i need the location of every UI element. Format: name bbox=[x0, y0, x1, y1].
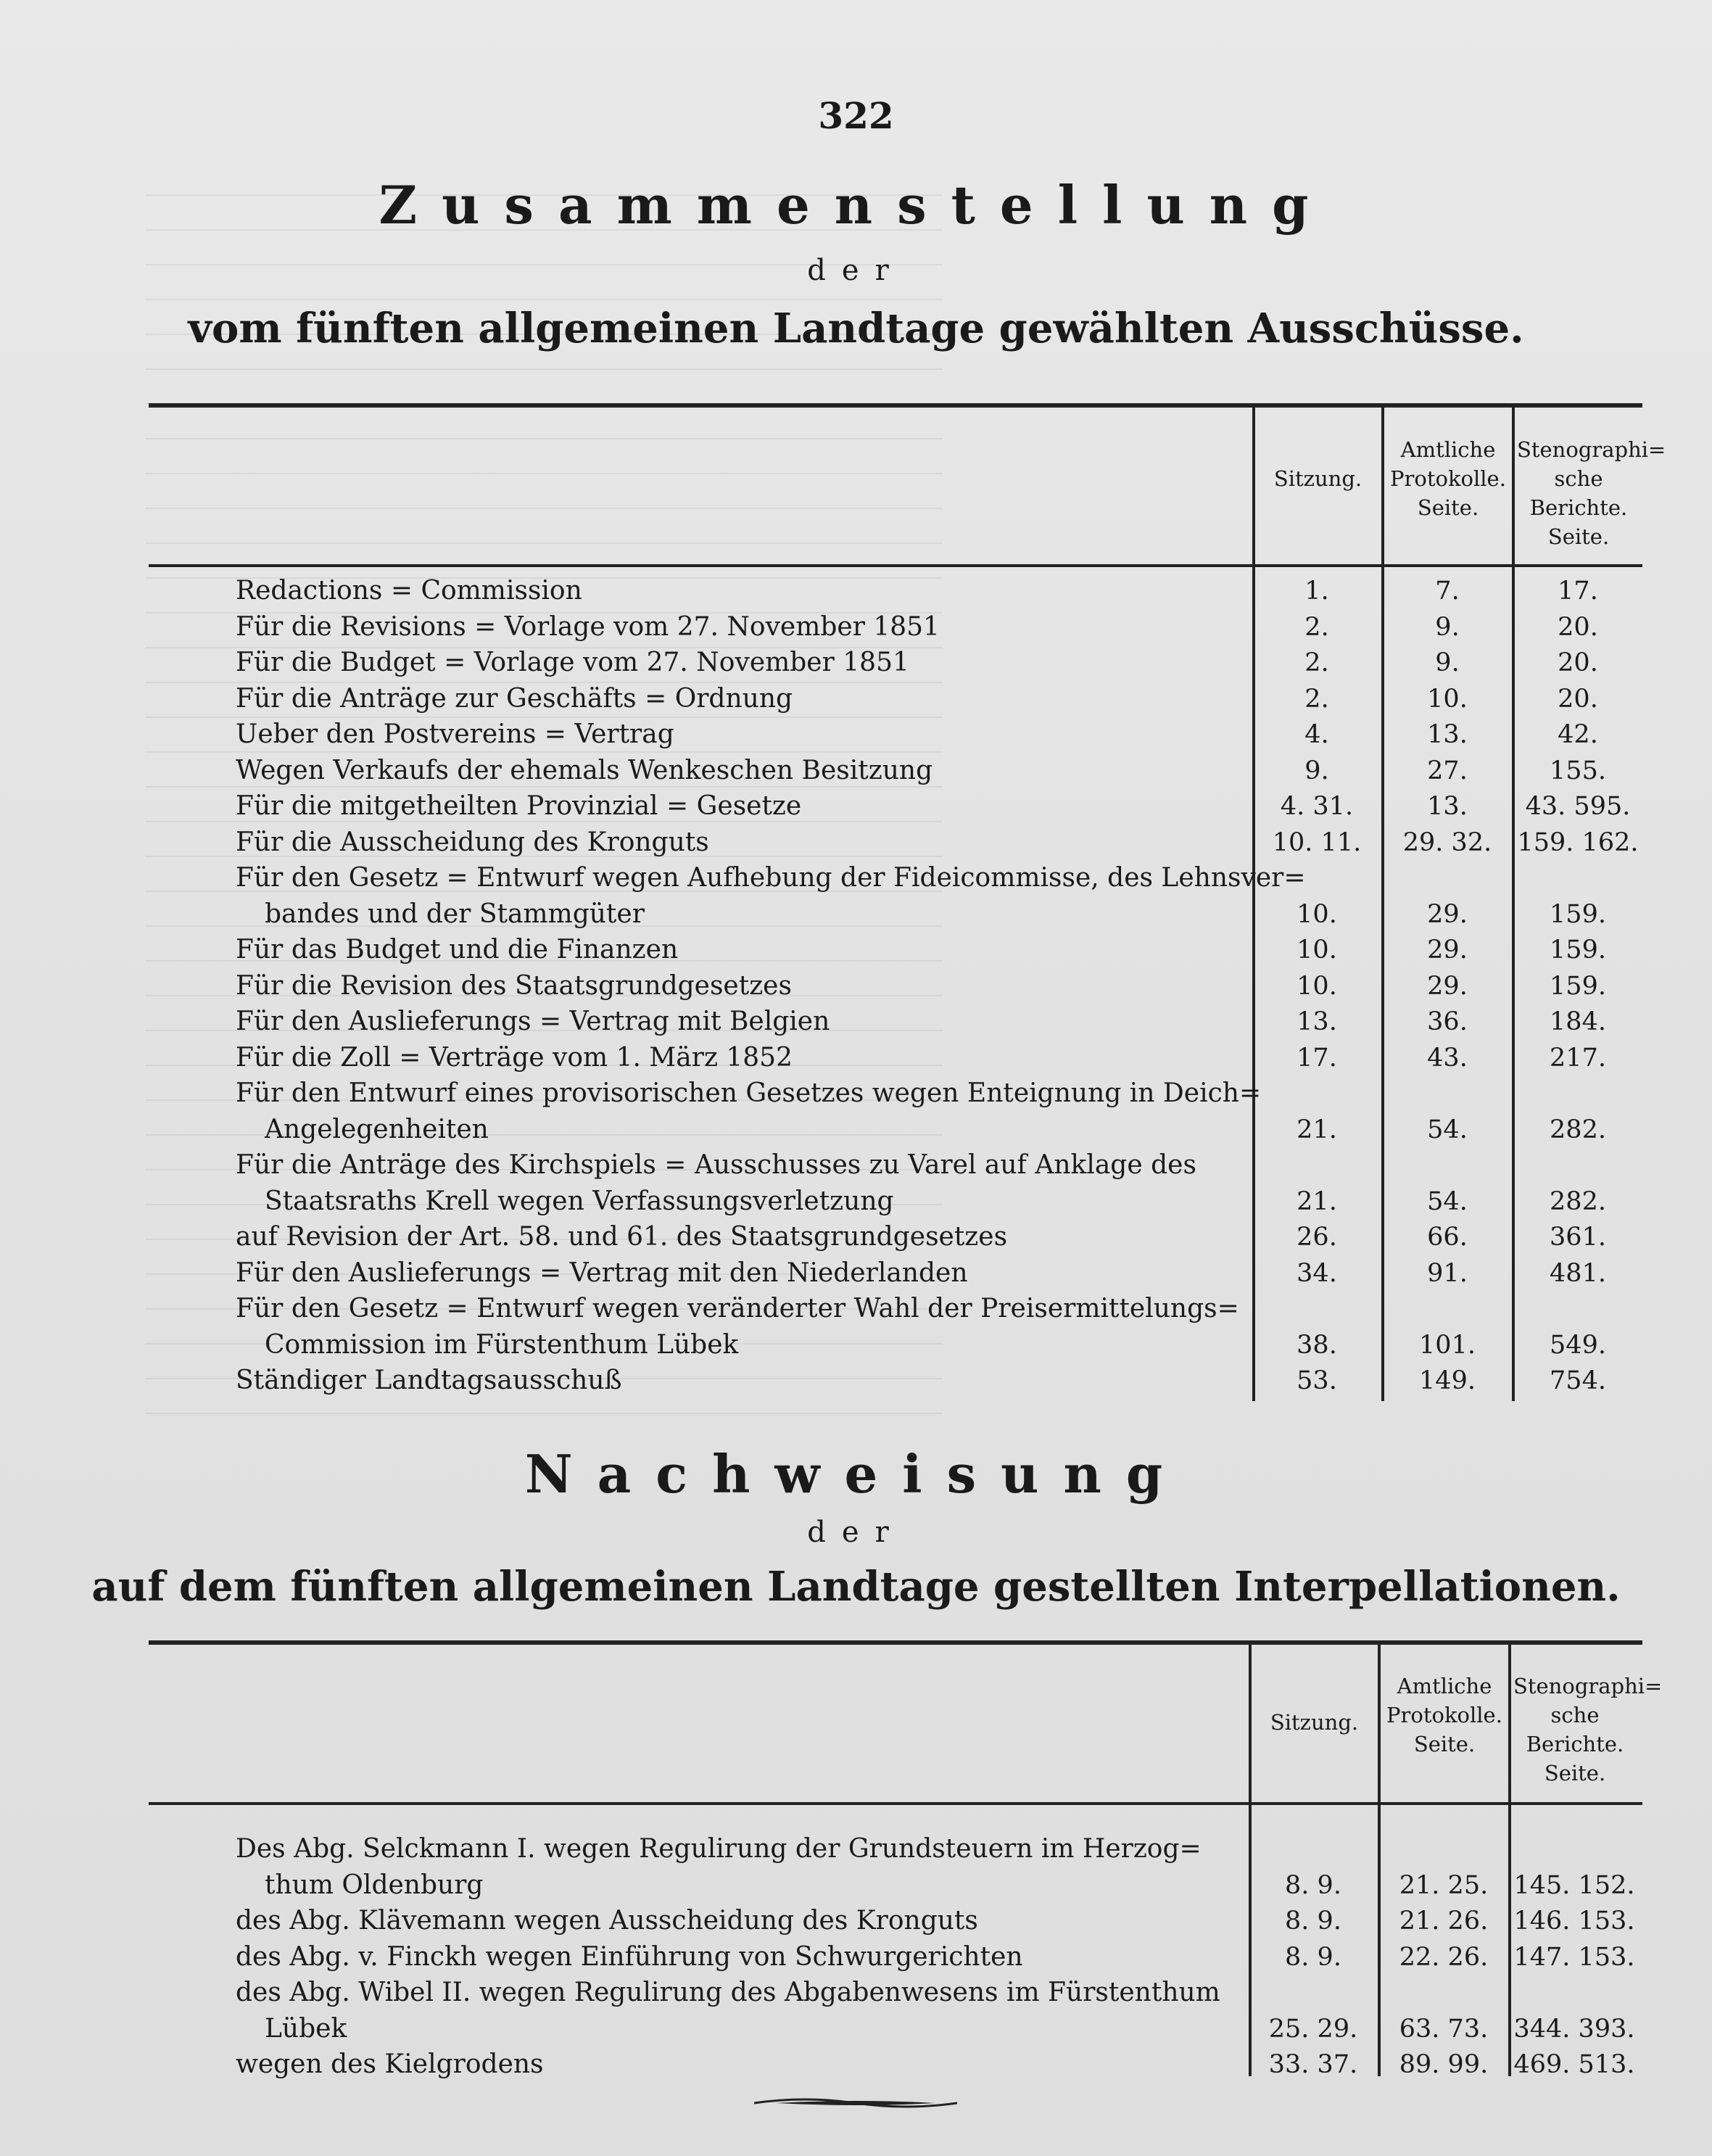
row-label: Für die Revisions = Vorlage vom 27. November 1851 bbox=[236, 611, 940, 642]
table-row bbox=[0, 788, 1712, 825]
cell-protokolle: 10. bbox=[1427, 684, 1468, 714]
row-label: Ueber den Postvereins = Vertrag bbox=[236, 719, 674, 749]
cell-sitzung: 38. bbox=[1297, 1330, 1337, 1360]
cell-berichte: 155. bbox=[1550, 756, 1606, 785]
row-label: des Abg. v. Finckh wegen Einführung von Schwurgerichten bbox=[236, 1941, 1023, 1972]
section1-header-sitzung: Sitzung. bbox=[1273, 466, 1362, 491]
cell-berichte: 217. bbox=[1550, 1043, 1606, 1073]
header-line: sche Berichte. bbox=[1526, 1703, 1624, 1756]
row-label: Für den Gesetz = Entwurf wegen Aufhebung der Fideicommisse, des Lehnsver= bbox=[236, 863, 1306, 893]
row-label: des Abg. Wibel II. wegen Regulirung des Abgabenwesens im Fürstenthum bbox=[236, 1978, 1220, 2007]
table-row bbox=[0, 2011, 1712, 2047]
table-row bbox=[0, 1831, 1712, 1867]
cell-sitzung: 9. bbox=[1304, 756, 1329, 785]
table-row bbox=[0, 609, 1712, 645]
cell-sitzung: 8. 9. bbox=[1285, 1870, 1341, 1900]
table-row bbox=[0, 932, 1712, 968]
section1-top-rule bbox=[149, 403, 1642, 408]
section1-subtitle: vom fünften allgemeinen Landtage gewählten Ausschüsse. bbox=[188, 305, 1524, 352]
table-row bbox=[0, 1939, 1712, 1975]
section2-header-sitzung: Sitzung. bbox=[1270, 1710, 1359, 1735]
cell-sitzung: 10. 11. bbox=[1272, 827, 1362, 857]
row-label: thum Oldenburg bbox=[265, 1870, 484, 1900]
cell-berichte: 20. bbox=[1558, 684, 1598, 714]
cell-berichte: 43. 595. bbox=[1525, 792, 1631, 821]
row-label: Für den Auslieferungs = Vertrag mit Belgien bbox=[236, 1007, 830, 1036]
closing-ornament-icon bbox=[754, 2096, 957, 2110]
table-row bbox=[0, 968, 1712, 1004]
table-row bbox=[0, 1219, 1712, 1255]
header-line: Protokolle. bbox=[1386, 1703, 1502, 1727]
section1-header-rule bbox=[149, 564, 1642, 567]
cell-sitzung: 8. 9. bbox=[1285, 1942, 1341, 1972]
section1-title: Zusammenstellung bbox=[379, 174, 1333, 236]
section2-top-rule bbox=[149, 1640, 1642, 1645]
table-row bbox=[0, 1903, 1712, 1939]
cell-protokolle: 7. bbox=[1435, 577, 1460, 606]
cell-berichte: 147. 153. bbox=[1513, 1942, 1635, 1972]
cell-protokolle: 21. 25. bbox=[1399, 1870, 1489, 1900]
row-label: des Abg. Klävemann wegen Ausscheidung des Kronguts bbox=[236, 1906, 978, 1936]
row-label: Für die mitgetheilten Provinzial = Gesetze bbox=[236, 791, 802, 821]
cell-sitzung: 17. bbox=[1297, 1043, 1337, 1073]
cell-berichte: 42. bbox=[1558, 720, 1598, 749]
cell-sitzung: 21. bbox=[1297, 1115, 1337, 1144]
table-row bbox=[0, 896, 1712, 933]
row-label: Commission im Fürstenthum Lübek bbox=[265, 1329, 739, 1360]
header-line: Amtliche bbox=[1400, 437, 1496, 462]
table-row bbox=[0, 2046, 1712, 2083]
section1-header-berichte bbox=[1517, 435, 1666, 551]
cell-berichte: 361. bbox=[1550, 1223, 1606, 1252]
table-row bbox=[0, 1363, 1712, 1399]
cell-sitzung: 8. 9. bbox=[1285, 1907, 1341, 1936]
row-label: Lübek bbox=[265, 2013, 347, 2044]
header-line: Amtliche bbox=[1397, 1674, 1492, 1698]
table-row bbox=[0, 1040, 1712, 1076]
row-label: Des Abg. Selckmann I. wegen Regulirung der Grundsteuern im Herzog= bbox=[236, 1834, 1202, 1864]
table-row bbox=[0, 1004, 1712, 1040]
cell-sitzung: 10. bbox=[1297, 971, 1337, 1001]
cell-protokolle: 149. bbox=[1419, 1366, 1476, 1395]
table-row bbox=[0, 1255, 1712, 1292]
header-line: Seite. bbox=[1417, 495, 1479, 520]
table-row bbox=[0, 1112, 1712, 1148]
table-row bbox=[0, 573, 1712, 609]
cell-berichte: 159. 162. bbox=[1517, 827, 1639, 857]
cell-protokolle: 29. bbox=[1427, 935, 1468, 965]
table-row bbox=[0, 645, 1712, 681]
cell-protokolle: 22. 26. bbox=[1399, 1942, 1489, 1972]
cell-protokolle: 27. bbox=[1427, 756, 1468, 785]
row-label: Angelegenheiten bbox=[265, 1114, 489, 1144]
cell-protokolle: 43. bbox=[1427, 1043, 1468, 1073]
section1-header-protokolle bbox=[1386, 435, 1510, 522]
table-row bbox=[0, 860, 1712, 896]
cell-sitzung: 33. 37. bbox=[1268, 2050, 1358, 2079]
cell-berichte: 184. bbox=[1550, 1007, 1606, 1036]
table-row bbox=[0, 716, 1712, 753]
cell-berichte: 146. 153. bbox=[1513, 1907, 1635, 1936]
table-row bbox=[0, 1147, 1712, 1184]
cell-protokolle: 13. bbox=[1427, 720, 1468, 749]
row-label: Für die Anträge des Kirchspiels = Ausschusses zu Varel auf Anklage des bbox=[236, 1150, 1196, 1180]
section2-title: Nachweisung bbox=[524, 1443, 1188, 1505]
cell-sitzung: 26. bbox=[1297, 1223, 1337, 1252]
section2-der: der bbox=[807, 1516, 905, 1549]
section2-subtitle: auf dem fünften allgemeinen Landtage gestellten Interpellationen. bbox=[91, 1563, 1621, 1611]
row-label: Für die Ausscheidung des Kronguts bbox=[236, 827, 709, 857]
cell-protokolle: 101. bbox=[1419, 1330, 1476, 1360]
row-label: Für die Revision des Staatsgrundgesetzes bbox=[236, 970, 792, 1001]
row-label: wegen des Kielgrodens bbox=[236, 2049, 544, 2079]
section2-header-berichte bbox=[1513, 1672, 1663, 1788]
cell-protokolle: 29. 32. bbox=[1402, 827, 1492, 857]
cell-sitzung: 25. 29. bbox=[1268, 2014, 1358, 2044]
row-label: Ständiger Landtagsausschuß bbox=[236, 1366, 622, 1395]
cell-berichte: 282. bbox=[1550, 1186, 1606, 1216]
cell-sitzung: 2. bbox=[1304, 684, 1329, 714]
cell-sitzung: 2. bbox=[1304, 612, 1329, 642]
cell-sitzung: 4. bbox=[1304, 720, 1329, 749]
table-row bbox=[0, 1867, 1712, 1904]
cell-protokolle: 13. bbox=[1427, 792, 1468, 821]
row-label: Für die Budget = Vorlage vom 27. November 1851 bbox=[236, 648, 909, 677]
row-label: Für die Anträge zur Geschäfts = Ordnung bbox=[236, 683, 793, 714]
cell-protokolle: 66. bbox=[1427, 1223, 1468, 1252]
row-label: Für den Entwurf eines provisorischen Gesetzes wegen Enteignung in Deich= bbox=[236, 1078, 1262, 1108]
row-label: bandes und der Stammgüter bbox=[265, 899, 645, 929]
header-line: Stenographi= bbox=[1513, 1674, 1663, 1698]
table-row bbox=[0, 681, 1712, 717]
table-row bbox=[0, 1184, 1712, 1220]
row-label: Staatsraths Krell wegen Verfassungsverletzung bbox=[265, 1186, 894, 1216]
cell-berichte: 145. 152. bbox=[1513, 1870, 1635, 1900]
cell-sitzung: 10. bbox=[1297, 899, 1337, 929]
cell-sitzung: 1. bbox=[1304, 577, 1329, 606]
cell-berichte: 159. bbox=[1550, 971, 1606, 1001]
header-line: Stenographi= bbox=[1517, 437, 1666, 462]
row-label: Redactions = Commission bbox=[236, 576, 582, 606]
cell-protokolle: 29. bbox=[1427, 971, 1468, 1001]
row-label: Für den Gesetz = Entwurf wegen veränderter Wahl der Preisermittelungs= bbox=[236, 1294, 1239, 1323]
page-number: 322 bbox=[818, 94, 894, 137]
cell-berichte: 20. bbox=[1558, 648, 1598, 677]
table-row bbox=[0, 1975, 1712, 2011]
cell-sitzung: 34. bbox=[1297, 1258, 1337, 1288]
cell-protokolle: 91. bbox=[1427, 1258, 1468, 1288]
header-line: sche Berichte. bbox=[1529, 466, 1628, 520]
cell-protokolle: 9. bbox=[1435, 612, 1460, 642]
cell-sitzung: 21. bbox=[1297, 1186, 1337, 1216]
cell-protokolle: 63. 73. bbox=[1399, 2014, 1489, 2044]
table-row bbox=[0, 753, 1712, 789]
row-label: auf Revision der Art. 58. und 61. des Staatsgrundgesetzes bbox=[236, 1222, 1008, 1252]
table-row bbox=[0, 825, 1712, 861]
section1-der: der bbox=[807, 254, 905, 287]
cell-berichte: 282. bbox=[1550, 1115, 1606, 1144]
section2-header-protokolle bbox=[1383, 1672, 1506, 1759]
row-label: Für das Budget und die Finanzen bbox=[236, 935, 679, 965]
cell-sitzung: 2. bbox=[1304, 648, 1329, 677]
cell-berichte: 549. bbox=[1550, 1330, 1606, 1360]
cell-berichte: 159. bbox=[1550, 935, 1606, 965]
cell-sitzung: 4. 31. bbox=[1280, 792, 1354, 821]
cell-protokolle: 36. bbox=[1427, 1007, 1468, 1036]
table-row bbox=[0, 1327, 1712, 1363]
cell-sitzung: 53. bbox=[1297, 1366, 1337, 1395]
cell-protokolle: 21. 26. bbox=[1399, 1907, 1489, 1936]
cell-berichte: 481. bbox=[1550, 1258, 1606, 1288]
table-row bbox=[0, 1291, 1712, 1327]
header-line: Protokolle. bbox=[1390, 466, 1506, 491]
cell-sitzung: 10. bbox=[1297, 935, 1337, 965]
table-row bbox=[0, 1075, 1712, 1112]
cell-protokolle: 9. bbox=[1435, 648, 1460, 677]
cell-protokolle: 54. bbox=[1427, 1186, 1468, 1216]
cell-berichte: 344. 393. bbox=[1513, 2014, 1635, 2044]
cell-berichte: 159. bbox=[1550, 899, 1606, 929]
section2-header-rule bbox=[149, 1802, 1642, 1805]
cell-protokolle: 54. bbox=[1427, 1115, 1468, 1144]
row-label: Für die Zoll = Verträge vom 1. März 1852 bbox=[236, 1042, 793, 1073]
cell-berichte: 754. bbox=[1550, 1366, 1606, 1395]
header-line: Seite. bbox=[1413, 1732, 1476, 1756]
cell-berichte: 469. 513. bbox=[1513, 2050, 1635, 2079]
cell-protokolle: 89. 99. bbox=[1399, 2050, 1489, 2079]
header-line: Seite. bbox=[1544, 1761, 1606, 1785]
row-label: Wegen Verkaufs der ehemals Wenkeschen Besitzung bbox=[236, 755, 933, 785]
cell-protokolle: 29. bbox=[1427, 899, 1468, 929]
cell-sitzung: 13. bbox=[1297, 1007, 1337, 1036]
cell-berichte: 17. bbox=[1558, 577, 1598, 606]
cell-berichte: 20. bbox=[1558, 612, 1598, 642]
header-line: Seite. bbox=[1547, 524, 1610, 549]
row-label: Für den Auslieferungs = Vertrag mit den Niederlanden bbox=[236, 1257, 968, 1288]
